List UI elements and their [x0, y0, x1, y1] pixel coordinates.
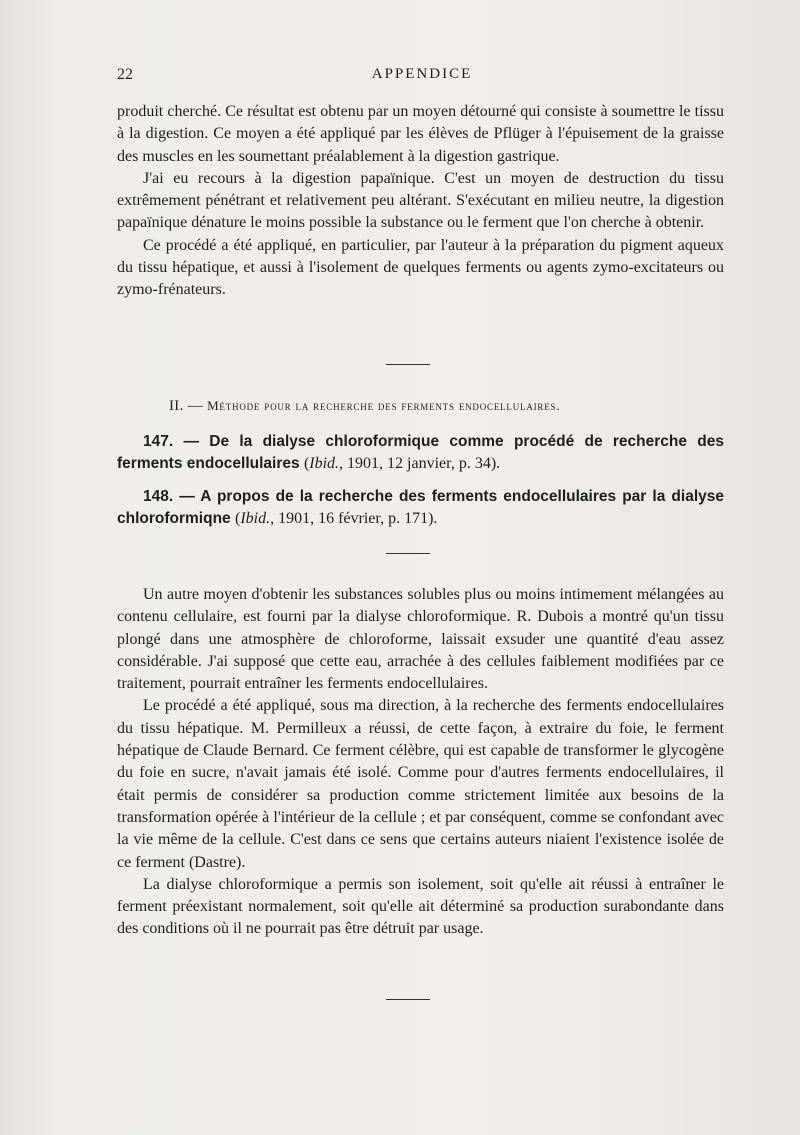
separator-rule [386, 999, 430, 1000]
paragraph: Un autre moyen d'obtenir les substances solubles plus ou moins intimement mélangées au contenu cellulaire, est fourni par la dialyse chloroformique. R. Dubois a montré qu'un tissu plongé dans une atmosphère de chloroforme, laissait exsuder une quantité d'eau assez considérable. J'ai supposé que cette eau, arrachée à des cellules faiblement modifiées par ce traitement, pourrait entraîner les ferments endocellulaires. [117, 586, 724, 693]
entry-reference: (Ibid., 1901, 16 février, p. 171). [234, 510, 438, 528]
page-number: 22 [117, 66, 133, 83]
paragraph: J'ai eu recours à la digestion papaïnique. C'est un moyen de destruction du tissu extrêmement pénétrant et relativement peu altérant. S'exécutant en milieu neutre, la digestion papaïnique dénature le moins possible la substance ou le ferment que l'on cherche à obtenir. [117, 169, 724, 232]
paragraph: Le procédé a été appliqué, sous ma direction, à la recherche des ferments endocellulaires du tissu hépatique. M. Permilleux a réussi, de cette façon, à extraire du foie, le ferment hépatique de Claude Bernard. Ce ferment célèbre, qui est capable de transformer le glycogène du foie en sucre, n'avait jamais été isolé. Comme pour d'autres ferments endocellulaires, il était permis de considérer sa production comme strictement limitée aux besoins de la transformation opérée à l'intérieur de la cellule ; et par conséquent, comme se confondant avec la vie même de la cellule. C'est dans ce sens que certains auteurs niaient l'existence isolée de ce ferment (Dastre). [117, 697, 724, 871]
entry-reference: (Ibid., 1901, 12 janvier, p. 34). [303, 455, 501, 473]
page-header [117, 66, 727, 88]
section-heading [169, 398, 729, 415]
text-block-bottom [117, 584, 724, 941]
entry-title: A propos de la recherche des ferments endocellulaires par la dialyse chloroformiqne [117, 488, 724, 528]
separator-rule [386, 553, 430, 554]
section-title: Méthode pour la recherche des ferments endocellulaires. [207, 398, 561, 413]
paragraph: La dialyse chloroformique a permis son isolement, soit qu'elle ait réussi à entraîner le ferment préexistant normalement, soit qu'elle ait déterminé sa production surabondante dans des conditions où il ne pourrait pas être détruit par usage. [117, 875, 724, 938]
paragraph: Ce procédé a été appliqué, en particulier, par l'auteur à la préparation du pigment aqueux du tissu hépatique, et aussi à l'isolement de quelques ferments ou agents zymo-excitateurs ou zymo-frénateurs. [117, 236, 724, 299]
paragraph: produit cherché. Ce résultat est obtenu par un moyen détourné qui consiste à soumettre le tissu à la digestion. Ce moyen a été appliqué par les élèves de Pflüger à l'épuisement de la graisse des muscles en les soumettant préalablement à la digestion gastrique. [117, 103, 724, 165]
bibliography-entry [117, 486, 724, 531]
entry-date: , 1901, 12 janvier, p. 34). [339, 455, 501, 473]
entry-number: 148. — [143, 488, 195, 505]
entry-title: De la dialyse chloroformique comme procédé de recherche des ferments endocellulaires [117, 433, 724, 473]
entry-source: Ibid. [240, 510, 271, 528]
separator-rule [386, 364, 430, 365]
text-block-top [117, 101, 724, 302]
bibliography-entry [117, 431, 724, 476]
entry-date: , 1901, 16 février, p. 171). [270, 510, 438, 528]
running-title: APPENDICE [371, 66, 473, 82]
entry-source: Ibid. [309, 455, 340, 473]
section-numeral: II. — [169, 398, 203, 414]
entry-number: 147. — [143, 433, 199, 450]
